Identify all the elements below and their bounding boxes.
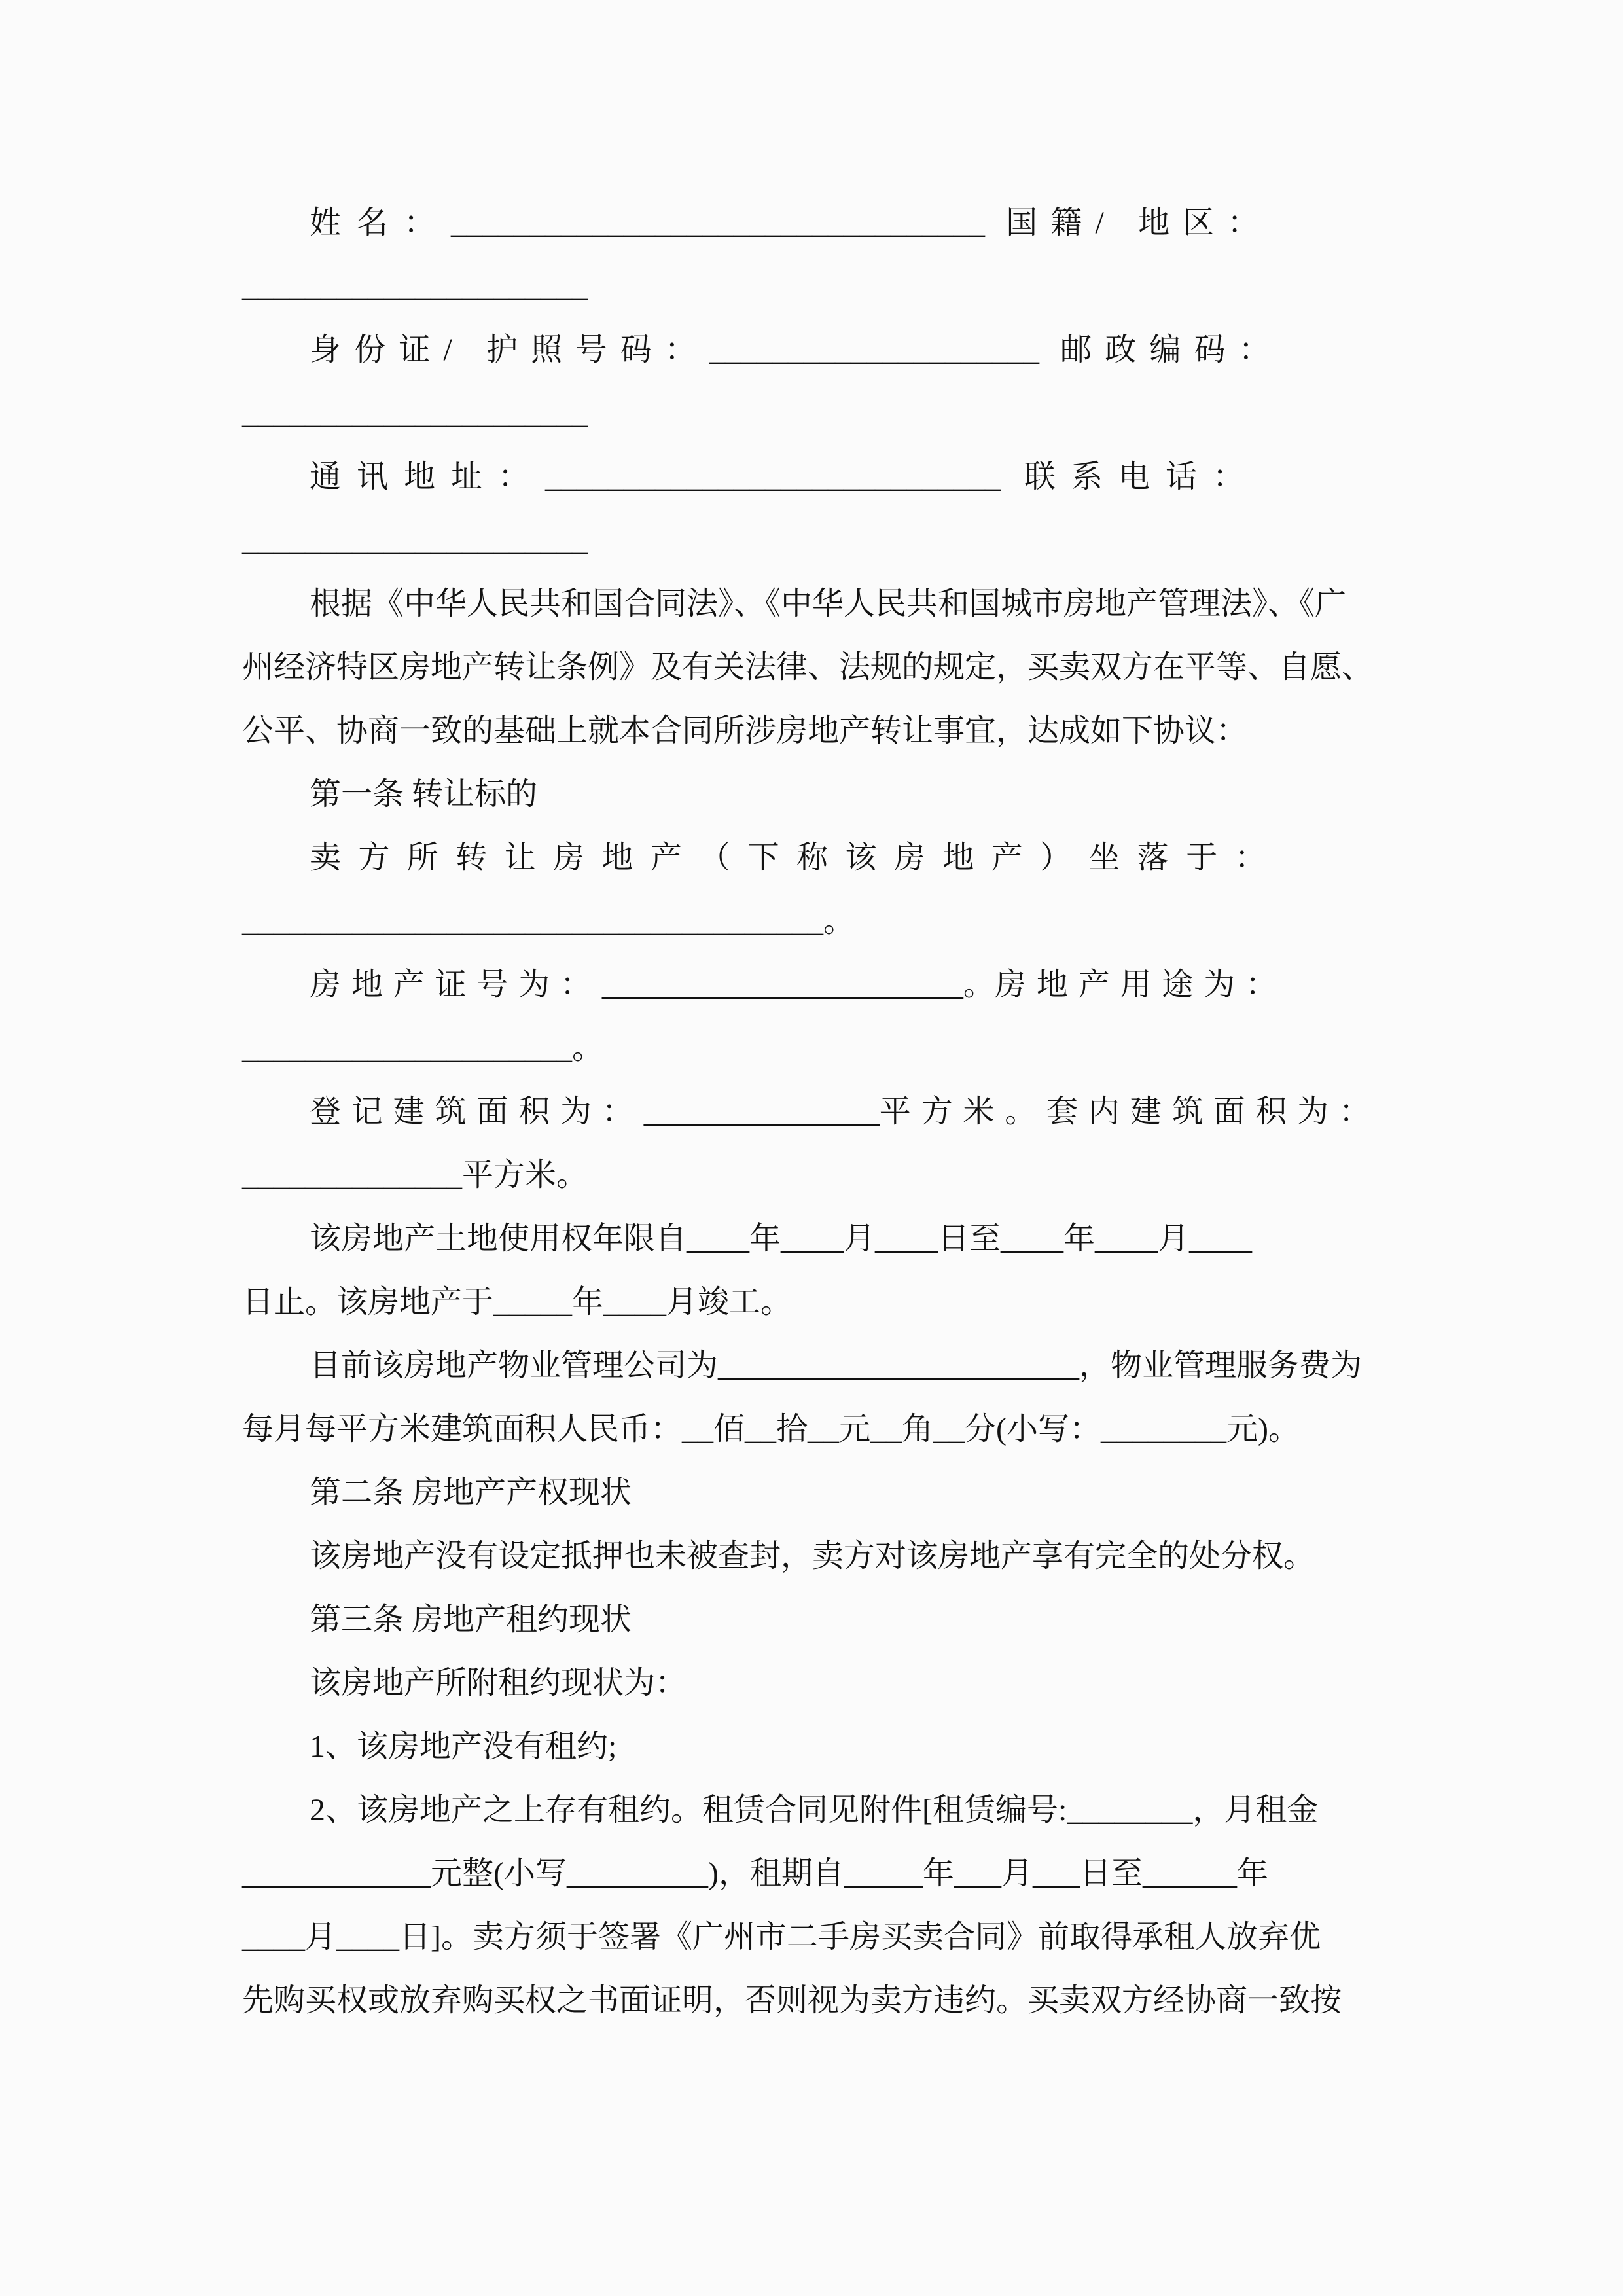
document-line	[242, 1651, 1387, 1715]
text-run: 联系电话：	[1001, 459, 1260, 494]
document-line	[242, 572, 1387, 636]
text-run: 。	[963, 967, 995, 1002]
blank-underline-field: _______________________	[601, 967, 963, 1002]
text-run: 邮政编码：	[1039, 332, 1283, 367]
document-line	[242, 1016, 1387, 1080]
document-line	[242, 762, 1387, 826]
text-run: 通讯地址：	[310, 459, 546, 494]
blank-underline-field: ______________________	[242, 269, 588, 304]
text-run: 第三条 房地产租约现状	[310, 1602, 632, 1637]
document-line	[242, 1842, 1387, 1905]
text-run: 目前该房地产物业管理公司为_______________________，物业管理服务费为	[310, 1348, 1363, 1383]
text-run: 房地产用途为：	[994, 967, 1287, 1002]
blank-underline-field: _____________________________________	[242, 904, 823, 939]
blank-underline-field: _____________________________	[545, 459, 1001, 494]
document-line	[242, 953, 1387, 1016]
document-line	[242, 509, 1387, 572]
text-run: 身份证/ 护照号码：	[310, 332, 709, 367]
document-line	[242, 699, 1387, 762]
document-line	[242, 826, 1387, 889]
text-run: 该房地产所附租约现状为：	[310, 1666, 687, 1700]
blank-underline-field: __________________________________	[451, 206, 986, 240]
text-run: 国籍/ 地区：	[985, 206, 1272, 240]
text-run: 根据《中华人民共和国合同法》、《中华人民共和国城市房地产管理法》、《广	[310, 586, 1347, 621]
text-run: ____________元整(小写_________)，租期自_____年___月___日至______年	[242, 1856, 1268, 1891]
text-run: 卖方所转让房地产（下称该房地产）坐落于：	[310, 840, 1284, 875]
document-line	[242, 1969, 1387, 2032]
text-run: 登记建筑面积为：	[310, 1094, 644, 1129]
blank-underline-field: ______________	[242, 1158, 462, 1193]
document-line	[242, 255, 1387, 318]
text-run: 第二条 房地产产权现状	[310, 1475, 632, 1510]
document-line	[242, 1270, 1387, 1334]
document-line	[242, 1461, 1387, 1524]
text-run: 该房地产没有设定抵押也未被查封，卖方对该房地产享有完全的处分权。	[310, 1539, 1315, 1573]
document-body	[242, 191, 1387, 2032]
blank-underline-field: _____________________	[709, 332, 1039, 367]
document-line	[242, 1588, 1387, 1651]
text-run: 每月每平方米建筑面积人民币：__佰__拾__元__角__分(小写：________元)。	[242, 1412, 1300, 1446]
text-run: 州经济特区房地产转让条例》及有关法律、法规的规定，买卖双方在平等、自愿、	[242, 650, 1374, 685]
text-run: 第一条 转让标的	[310, 777, 538, 812]
text-run: 平方米。套内建筑面积为：	[879, 1094, 1381, 1129]
document-line	[242, 1080, 1387, 1143]
document-line	[242, 636, 1387, 699]
blank-underline-field: ______________________	[242, 396, 588, 431]
text-run: 平方米。	[462, 1158, 588, 1193]
document-line	[242, 1334, 1387, 1397]
text-run: 姓名：	[310, 206, 452, 240]
text-run: 房地产证号为：	[310, 967, 602, 1002]
document-line	[242, 1905, 1387, 1969]
document-line	[242, 1207, 1387, 1270]
blank-underline-field: _____________________	[242, 1031, 572, 1066]
text-run: 日止。该房地产于_____年____月竣工。	[242, 1285, 793, 1319]
text-run: 1、该房地产没有租约;	[310, 1729, 617, 1764]
text-run: ____月____日]。卖方须于签署《广州市二手房买卖合同》前取得承租人放弃优	[242, 1920, 1321, 1954]
text-run: 2、该房地产之上存有租约。租赁合同见附件[租赁编号:________，月租金	[310, 1793, 1319, 1827]
document-line	[242, 1715, 1387, 1778]
text-run: 先购买权或放弃购买权之书面证明，否则视为卖方违约。买卖双方经协商一致按	[242, 1983, 1342, 2018]
document-line	[242, 1397, 1387, 1461]
document-line	[242, 382, 1387, 445]
document-line	[242, 1778, 1387, 1842]
document-line	[242, 445, 1387, 509]
document-line	[242, 1524, 1387, 1588]
blank-underline-field: _______________	[643, 1094, 880, 1129]
text-run: 该房地产土地使用权年限自____年____月____日至____年____月____	[310, 1221, 1253, 1256]
document-line	[242, 318, 1387, 382]
text-run: 公平、协商一致的基础上就本合同所涉房地产转让事宜，达成如下协议：	[242, 713, 1248, 748]
document-line	[242, 889, 1387, 953]
blank-underline-field: ______________________	[242, 523, 588, 558]
document-line	[242, 1143, 1387, 1207]
document-line	[242, 191, 1387, 255]
text-run: 。	[823, 904, 855, 939]
text-run: 。	[572, 1031, 604, 1066]
